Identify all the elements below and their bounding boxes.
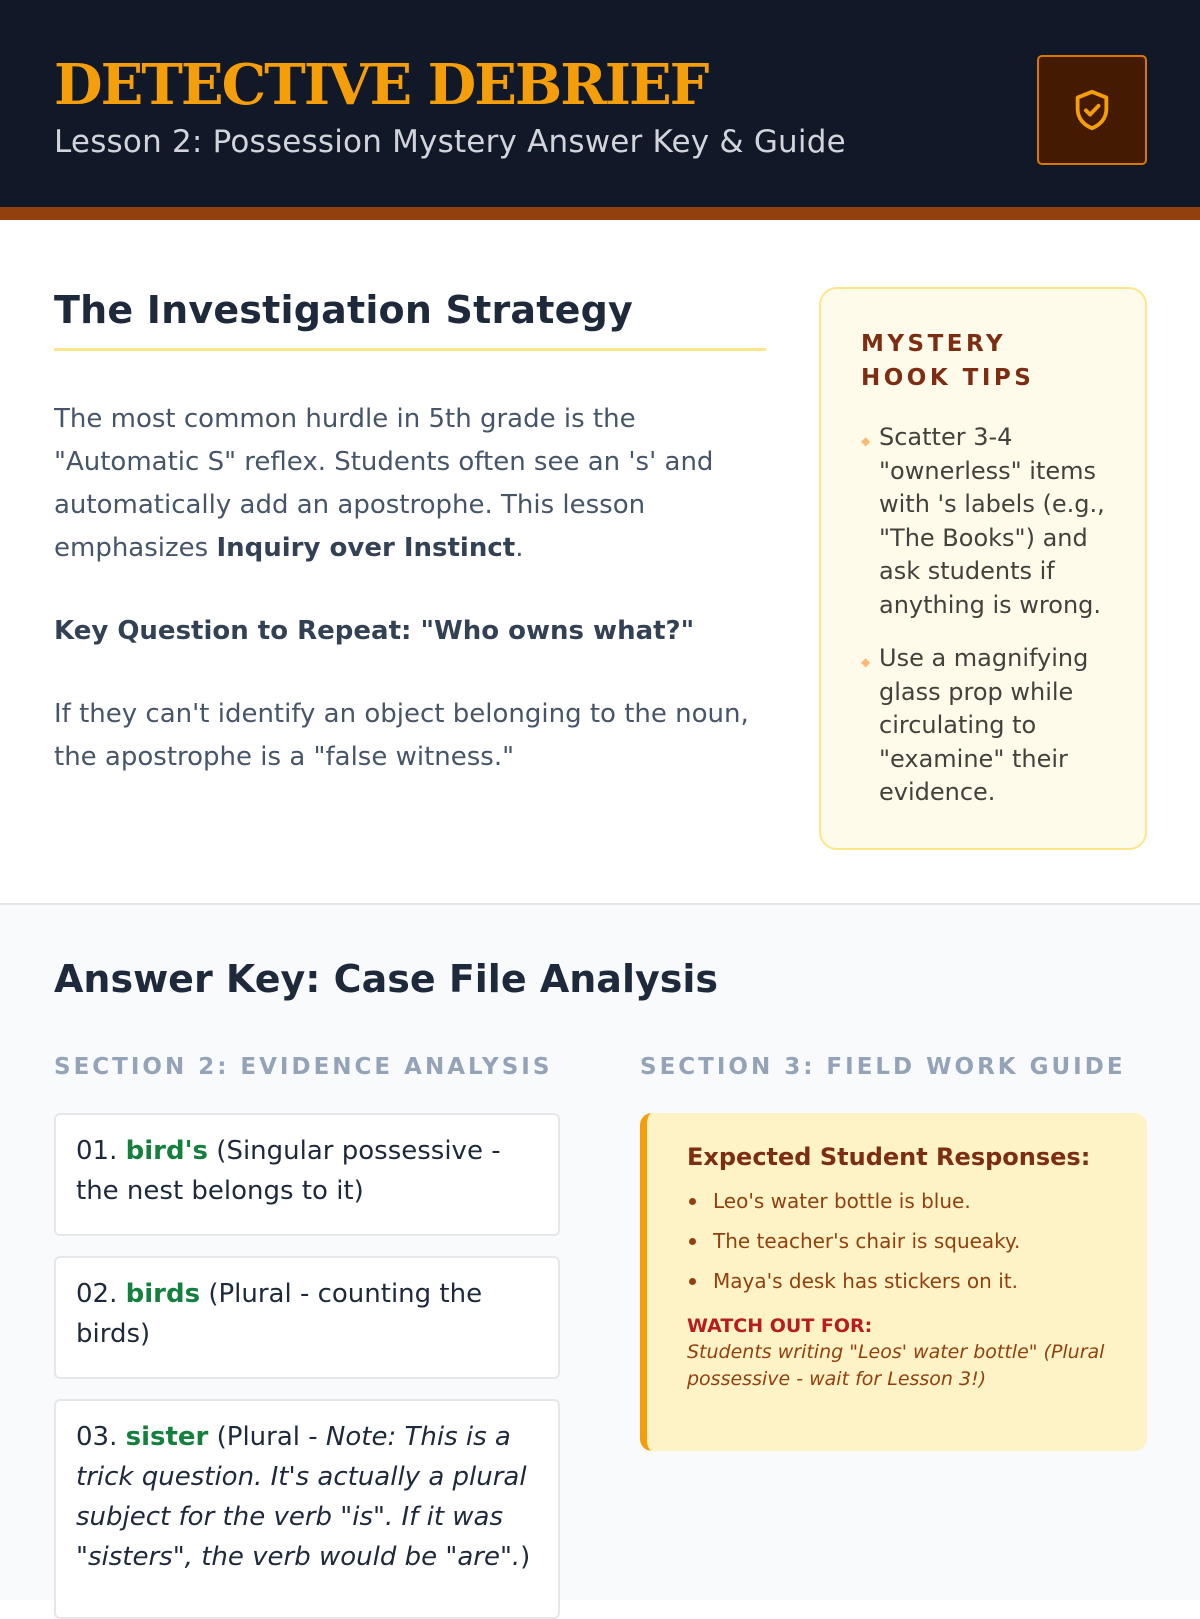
strategy-body <box>54 398 766 779</box>
bullet-icon: ◆ <box>861 655 871 669</box>
tip-item <box>861 642 1115 810</box>
evidence-note: (Singular possessive - the nest belongs to it) <box>76 1136 501 1206</box>
page-title: DETECTIVE DEBRIEF <box>54 52 708 118</box>
shield-check-icon <box>1069 87 1115 133</box>
key-question-text: Key Question to Repeat: "Who owns what?" <box>54 616 695 646</box>
field-work-title: Expected Student Responses: <box>687 1143 1091 1171</box>
strategy-emphasis: Inquiry over Instinct <box>216 533 516 563</box>
page-subtitle: Lesson 2: Possession Mystery Answer Key & Guide <box>54 124 846 160</box>
shield-badge <box>1037 55 1147 165</box>
key-question <box>54 610 766 653</box>
evidence-number: 03. <box>76 1422 118 1452</box>
evidence-note-italic: Note: This is a trick question. It's actually a plural subject for the verb "is". If it was "sisters", the verb would be "are". <box>76 1422 527 1572</box>
mystery-hook-tips <box>819 287 1147 850</box>
response-item: Leo's water bottle is blue. <box>687 1181 1123 1221</box>
response-item: Maya's desk has stickers on it. <box>687 1261 1123 1301</box>
evidence-answer: sister <box>125 1422 209 1452</box>
strategy-paragraph <box>54 398 766 570</box>
strategy-conclusion: If they can't identify an object belonging to the noun, the apostrophe is a "false witness." <box>54 699 749 772</box>
bullet-icon: ◆ <box>861 434 871 448</box>
evidence-note: (Plural - counting the birds) <box>76 1279 483 1349</box>
tip-item <box>861 421 1115 622</box>
section3-label: SECTION 3: FIELD WORK GUIDE <box>640 1054 1126 1080</box>
responses-list <box>687 1181 1123 1301</box>
field-work-guide <box>640 1113 1147 1451</box>
page-header <box>0 0 1200 220</box>
strategy-text-end: . <box>515 533 524 563</box>
tips-title: MYSTERY HOOK TIPS <box>861 331 1035 391</box>
tip-text: Use a magnifying glass prop while circulating to "examine" their evidence. <box>879 644 1089 806</box>
strategy-heading: The Investigation Strategy <box>54 288 766 351</box>
answer-key-heading: Answer Key: Case File Analysis <box>54 957 718 1001</box>
evidence-note-end: ) <box>520 1542 531 1572</box>
tip-text: Scatter 3-4 "ownerless" items with 's labels (e.g., "The Books") and ask students if anything is wrong. <box>879 423 1105 619</box>
evidence-card <box>54 1113 560 1236</box>
evidence-card <box>54 1399 560 1619</box>
evidence-answer: birds <box>125 1279 201 1309</box>
evidence-answer: bird's <box>125 1136 209 1166</box>
watch-out-text: Students writing "Leos' water bottle" (Plural possessive - wait for Lesson 3!) <box>687 1341 1105 1390</box>
section2-label: SECTION 2: EVIDENCE ANALYSIS <box>54 1054 553 1080</box>
evidence-card <box>54 1256 560 1379</box>
evidence-number: 02. <box>76 1279 118 1309</box>
evidence-number: 01. <box>76 1136 118 1166</box>
response-item: The teacher's chair is squeaky. <box>687 1221 1123 1261</box>
watch-out-label: WATCH OUT FOR: <box>687 1315 873 1337</box>
tips-list <box>861 421 1115 810</box>
evidence-note: (Plural - <box>216 1422 326 1452</box>
strategy-text: The most common hurdle in 5th grade is the "Automatic S" reflex. Students often see an 's' and automatically add an apostrophe. This lesson emphasizes <box>54 404 714 563</box>
